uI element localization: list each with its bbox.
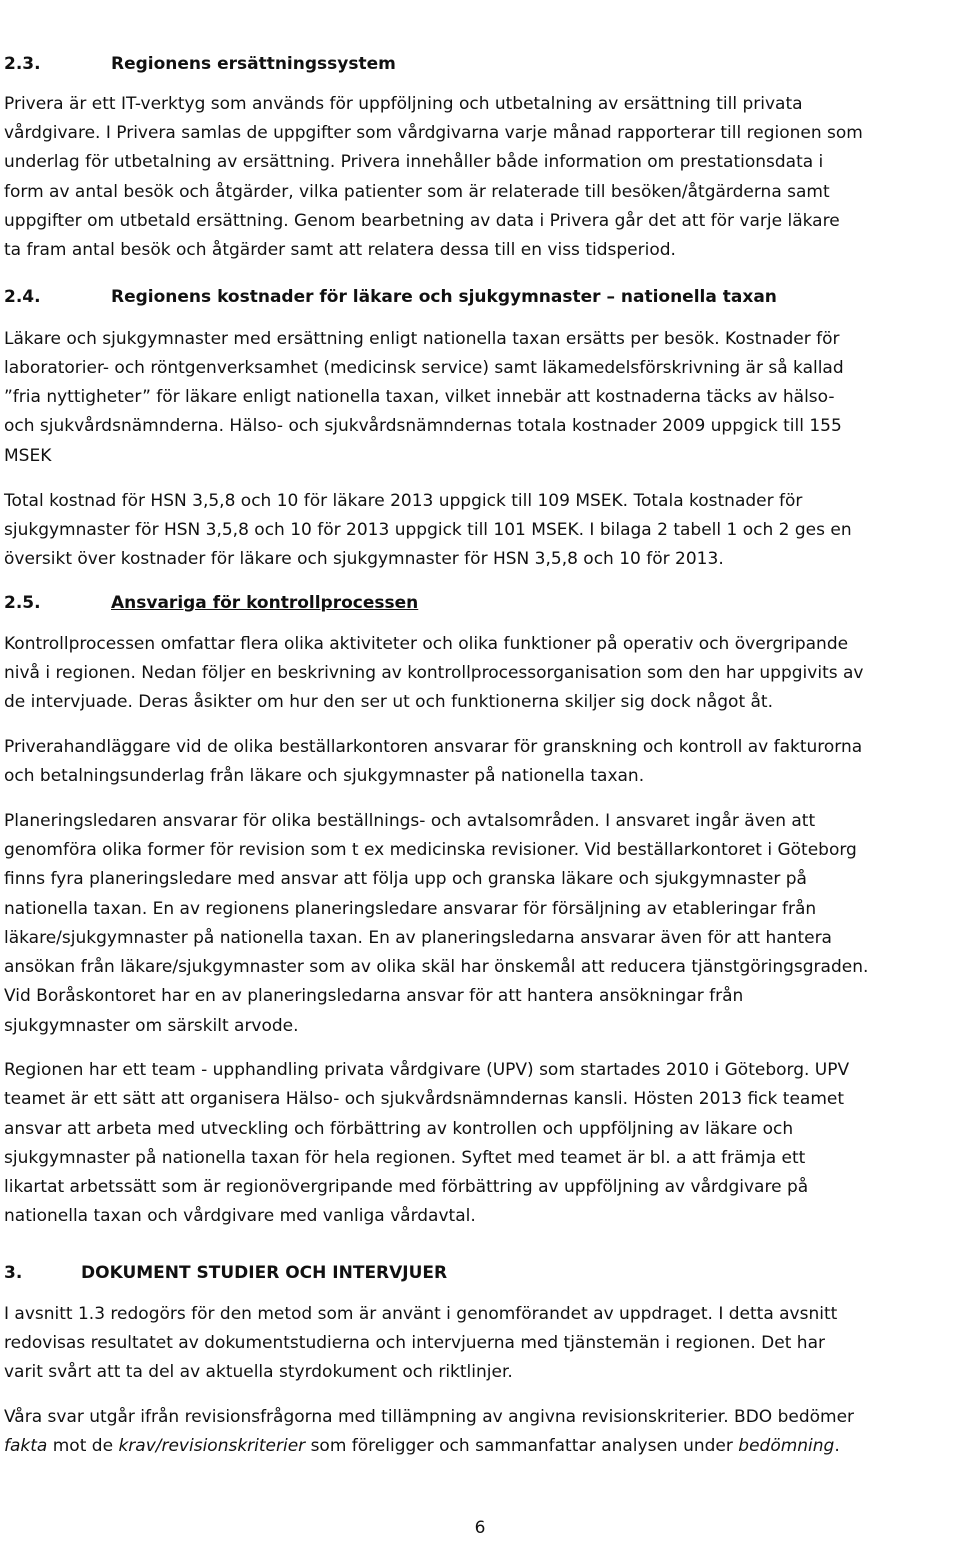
text-line: och sjukvårdsnämnderna. Hälso- och sjukvårdsnämndernas totala kostnader 2009 uppgick till 155 bbox=[4, 416, 842, 436]
heading-number: 2.4. bbox=[4, 287, 41, 307]
heading-title: Regionens ersättningssystem bbox=[111, 54, 396, 74]
text-line: de intervjuade. Deras åsikter om hur den ser ut och funktionerna skiljer sig dock något åt. bbox=[4, 692, 774, 712]
heading-title: DOKUMENT STUDIER OCH INTERVJUER bbox=[81, 1263, 448, 1283]
text-line: underlag för utbetalning av ersättning. Privera innehåller både information om prestationsdata i bbox=[4, 152, 824, 172]
text-line: och betalningsunderlag från läkare och sjukgymnaster på nationella taxan. bbox=[4, 766, 645, 786]
text-line: laboratorier- och röntgenverksamhet (medicinsk service) samt läkamedelsförskrivning är så kallad bbox=[4, 358, 844, 378]
text-line: MSEK bbox=[4, 446, 52, 466]
text-line: sjukgymnaster om särskilt arvode. bbox=[4, 1016, 299, 1036]
text-span: . bbox=[834, 1436, 840, 1456]
italic-term: krav/revisionskriterier bbox=[118, 1436, 306, 1456]
text-line: sjukgymnaster på nationella taxan för hela regionen. Syftet med teamet är bl. a att främja ett bbox=[4, 1148, 806, 1168]
text-line: I avsnitt 1.3 redogörs för den metod som är använt i genomförandet av uppdraget. I detta avsnitt bbox=[4, 1304, 838, 1324]
text-line: likartat arbetssätt som är regionövergripande med förbättring av uppföljning av vårdgivare på bbox=[4, 1177, 809, 1197]
text-line: ”fria nyttigheter” för läkare enligt nationella taxan, vilket innebär att kostnaderna täcks av hälso- bbox=[4, 387, 835, 407]
text-line: läkare/sjukgymnaster på nationella taxan. En av planeringsledarna ansvarar även för att hantera bbox=[4, 928, 832, 948]
text-line: form av antal besök och åtgärder, vilka patienter som är relaterade till besöken/åtgärderna samt bbox=[4, 182, 830, 202]
text-span: mot de bbox=[47, 1436, 119, 1456]
text-line: uppgifter om utbetald ersättning. Genom bearbetning av data i Privera går det att för varje läkare bbox=[4, 211, 840, 231]
text-line: sjukgymnaster för HSN 3,5,8 och 10 för 2013 uppgick till 101 MSEK. I bilaga 2 tabell 1 och 2 ges en bbox=[4, 520, 852, 540]
italic-term: fakta bbox=[4, 1436, 48, 1456]
text-line: teamet är ett sätt att organisera Hälso- och sjukvårdsnämndernas kansli. Hösten 2013 fick teamet bbox=[4, 1089, 845, 1109]
text-line: Planeringsledaren ansvarar för olika beställnings- och avtalsområden. I ansvaret ingår även att bbox=[4, 811, 816, 831]
heading-title: Regionens kostnader för läkare och sjukgymnaster – nationella taxan bbox=[111, 287, 777, 307]
text-line: varit svårt att ta del av aktuella styrdokument och riktlinjer. bbox=[4, 1362, 513, 1382]
heading-number: 3. bbox=[4, 1263, 23, 1283]
heading-number: 2.3. bbox=[4, 54, 41, 74]
text-line: Vid Boråskontoret har en av planeringsledarna ansvar för att hantera ansökningar från bbox=[4, 986, 744, 1006]
text-line: Kontrollprocessen omfattar flera olika aktiviteter och olika funktioner på operativ och övergripande bbox=[4, 634, 849, 654]
text-line: nationella taxan. En av regionens planeringsledare ansvarar för försäljning av etableringar från bbox=[4, 899, 817, 919]
text-line: ansökan från läkare/sjukgymnaster som av olika skäl har önskemål att reducera tjänstgöringsgraden. bbox=[4, 957, 869, 977]
text-line: Total kostnad för HSN 3,5,8 och 10 för läkare 2013 uppgick till 109 MSEK. Totala kostnader för bbox=[4, 491, 803, 511]
heading-number: 2.5. bbox=[4, 593, 41, 613]
italic-term: bedömning bbox=[738, 1436, 835, 1456]
text-line: nivå i regionen. Nedan följer en beskrivning av kontrollprocessorganisation som den har uppgivits av bbox=[4, 663, 864, 683]
text-line: Regionen har ett team - upphandling privata vårdgivare (UPV) som startades 2010 i Göteborg. UPV bbox=[4, 1060, 850, 1080]
text-line: genomföra olika former för revision som t ex medicinska revisioner. Vid beställarkontoret i Göteborg bbox=[4, 840, 857, 860]
text-line: Läkare och sjukgymnaster med ersättning enligt nationella taxan ersätts per besök. Kostnader för bbox=[4, 329, 840, 349]
text-line: ansvar att arbeta med utveckling och förbättring av kontrollen och uppföljning av läkare och bbox=[4, 1119, 794, 1139]
heading-title: Ansvariga för kontrollprocessen bbox=[111, 593, 419, 613]
text-line: Våra svar utgår ifrån revisionsfrågorna med tillämpning av angivna revisionskriterier. BDO bedömer bbox=[4, 1407, 855, 1427]
text-line: ta fram antal besök och åtgärder samt att relatera dessa till en viss tidsperiod. bbox=[4, 240, 676, 260]
text-line: finns fyra planeringsledare med ansvar att följa upp och granska läkare och sjukgymnaster på bbox=[4, 869, 807, 889]
text-line: Priverahandläggare vid de olika beställarkontoren ansvarar för granskning och kontroll av fakturorna bbox=[4, 737, 863, 757]
page-number: 6 bbox=[474, 1518, 486, 1538]
text-line: vårdgivare. I Privera samlas de uppgifter som vårdgivarna varje månad rapporterar till regionen som bbox=[4, 123, 863, 143]
text-line bbox=[4, 1435, 840, 1457]
text-line: nationella taxan och vårdgivare med vanliga vårdavtal. bbox=[4, 1206, 476, 1226]
text-span: som föreligger och sammanfattar analysen under bbox=[305, 1436, 739, 1456]
text-line: översikt över kostnader för läkare och sjukgymnaster för HSN 3,5,8 och 10 för 2013. bbox=[4, 549, 724, 569]
text-line: redovisas resultatet av dokumentstudierna och intervjuerna med tjänstemän i regionen. Det har bbox=[4, 1333, 825, 1353]
text-line: Privera är ett IT-verktyg som används för uppföljning och utbetalning av ersättning till privata bbox=[4, 94, 803, 114]
